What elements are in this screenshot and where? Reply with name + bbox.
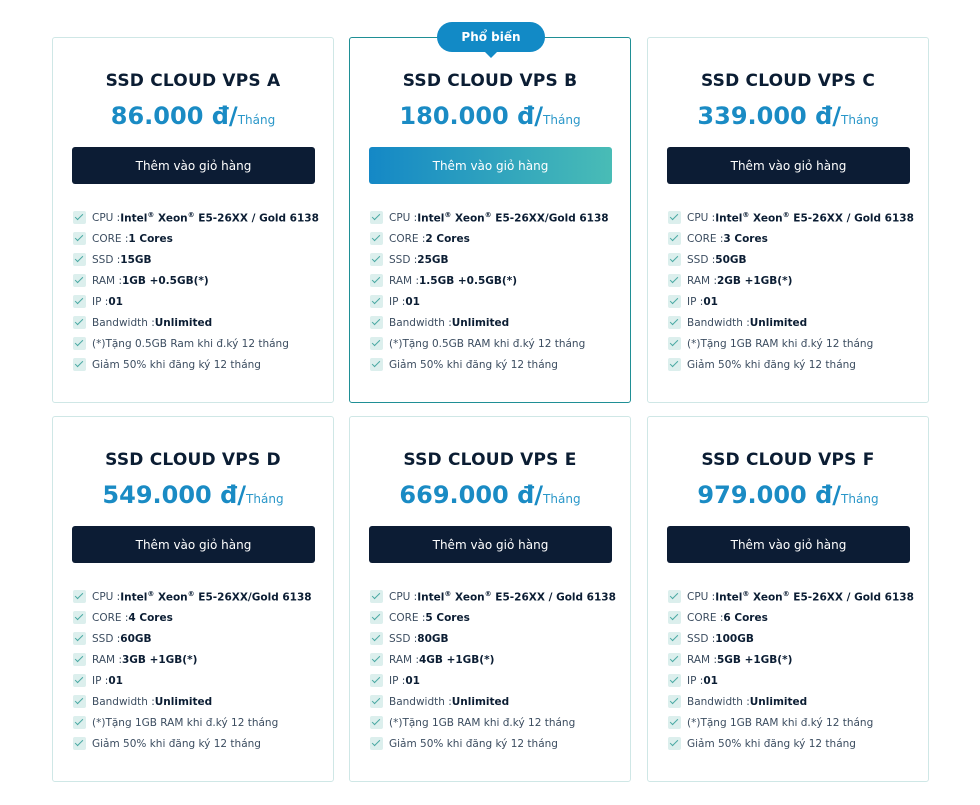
feature-label: RAM :	[92, 653, 122, 666]
check-icon	[370, 316, 383, 329]
check-icon	[370, 674, 383, 687]
check-icon	[73, 337, 86, 350]
feature-discount	[370, 354, 609, 375]
feature-text: Giảm 50% khi đăng ký 12 tháng	[92, 737, 261, 750]
feature-text: (*)Tặng 1GB RAM khi đ.ký 12 tháng	[389, 716, 576, 729]
feature-value: 4GB +1GB(*)	[419, 653, 495, 666]
feature-label: Bandwidth :	[92, 695, 155, 708]
feature-value: 2 Cores	[425, 232, 470, 245]
feature-cpu	[73, 586, 312, 607]
feature-label: SSD :	[687, 253, 716, 266]
feature-value: Intel® Xeon® E5-26XX / Gold 6138	[417, 589, 616, 604]
check-icon	[73, 737, 86, 750]
feature-text: (*)Tặng 1GB RAM khi đ.ký 12 tháng	[92, 716, 279, 729]
feature-bonus	[668, 333, 914, 354]
check-icon	[668, 737, 681, 750]
feature-core	[73, 607, 312, 628]
check-icon	[73, 358, 86, 371]
check-icon	[370, 611, 383, 624]
pricing-card-a	[52, 37, 334, 403]
check-icon	[370, 211, 383, 224]
feature-ip	[370, 670, 616, 691]
price-period: Tháng	[841, 492, 879, 506]
feature-core	[668, 607, 914, 628]
pricing-card-b	[349, 30, 631, 403]
price-period: Tháng	[237, 113, 276, 127]
feature-label: CPU :	[92, 211, 121, 224]
add-to-cart-button[interactable]: Thêm vào giỏ hàng	[72, 526, 315, 563]
feature-label: CORE :	[92, 232, 129, 245]
check-icon	[73, 695, 86, 708]
pricing-grid	[52, 30, 929, 782]
feature-ram	[370, 649, 616, 670]
feature-bandwidth	[73, 312, 319, 333]
feature-label: RAM :	[687, 274, 717, 287]
price-period: Tháng	[841, 113, 879, 127]
feature-discount	[73, 354, 319, 375]
feature-label: Bandwidth :	[687, 316, 750, 329]
feature-value: 4 Cores	[128, 611, 173, 624]
feature-label: IP :	[92, 674, 109, 687]
feature-ram	[668, 649, 914, 670]
feature-label: Bandwidth :	[92, 316, 155, 329]
feature-label: SSD :	[92, 253, 121, 266]
plan-title: SSD CLOUD VPS F	[701, 450, 875, 470]
check-icon	[668, 611, 681, 624]
feature-label: Bandwidth :	[389, 316, 452, 329]
feature-ip	[668, 670, 914, 691]
feature-value: 50GB	[715, 253, 747, 266]
add-to-cart-button[interactable]: Thêm vào giỏ hàng	[369, 526, 612, 563]
feature-label: CPU :	[687, 590, 716, 603]
plan-price	[53, 102, 333, 130]
check-icon	[370, 632, 383, 645]
price-amount: 979.000 đ/	[697, 481, 842, 509]
feature-bandwidth	[73, 691, 312, 712]
feature-value: 01	[405, 295, 420, 308]
feature-bandwidth	[668, 312, 914, 333]
feature-cpu	[668, 586, 914, 607]
feature-value: Unlimited	[749, 695, 808, 708]
feature-core	[370, 607, 616, 628]
feature-bonus	[370, 712, 616, 733]
check-icon	[73, 274, 86, 287]
add-to-cart-button[interactable]: Thêm vào giỏ hàng	[369, 147, 612, 184]
feature-label: IP :	[389, 674, 406, 687]
check-icon	[370, 737, 383, 750]
feature-cpu	[668, 207, 914, 228]
feature-ram	[668, 270, 914, 291]
feature-value: 3GB +1GB(*)	[122, 653, 198, 666]
check-icon	[73, 316, 86, 329]
feature-text: Giảm 50% khi đăng ký 12 tháng	[687, 737, 856, 750]
check-icon	[73, 211, 86, 224]
feature-bonus	[73, 333, 319, 354]
check-icon	[370, 232, 383, 245]
feature-label: SSD :	[389, 632, 418, 645]
feature-value: 01	[703, 295, 718, 308]
add-to-cart-button[interactable]: Thêm vào giỏ hàng	[72, 147, 315, 184]
feature-label: IP :	[687, 674, 704, 687]
check-icon	[73, 295, 86, 308]
feature-value: 1.5GB +0.5GB(*)	[419, 274, 517, 287]
feature-text: Giảm 50% khi đăng ký 12 tháng	[92, 358, 261, 371]
pricing-card-f	[647, 416, 929, 782]
feature-label: IP :	[389, 295, 406, 308]
feature-list	[668, 207, 914, 375]
feature-value: 2GB +1GB(*)	[717, 274, 793, 287]
check-icon	[370, 295, 383, 308]
feature-value: Unlimited	[451, 316, 510, 329]
check-icon	[668, 632, 681, 645]
feature-text: (*)Tặng 0.5GB Ram khi đ.ký 12 tháng	[92, 337, 289, 350]
feature-text: (*)Tặng 0.5GB RAM khi đ.ký 12 tháng	[389, 337, 586, 350]
feature-ip	[73, 670, 312, 691]
feature-bonus	[668, 712, 914, 733]
feature-text: Giảm 50% khi đăng ký 12 tháng	[687, 358, 856, 371]
check-icon	[668, 274, 681, 287]
feature-value: Unlimited	[749, 316, 808, 329]
plan-title: SSD CLOUD VPS E	[403, 450, 577, 470]
feature-value: Unlimited	[154, 316, 213, 329]
plan-title: SSD CLOUD VPS A	[105, 71, 281, 91]
feature-ssd	[668, 249, 914, 270]
check-icon	[370, 653, 383, 666]
add-to-cart-button[interactable]: Thêm vào giỏ hàng	[667, 147, 910, 184]
check-icon	[668, 674, 681, 687]
feature-bandwidth	[370, 312, 609, 333]
check-icon	[668, 716, 681, 729]
price-amount: 86.000 đ/	[110, 102, 238, 130]
plan-price	[648, 102, 928, 130]
feature-list	[370, 586, 616, 754]
feature-ssd	[370, 628, 616, 649]
plan-price	[53, 481, 333, 509]
price-amount: 339.000 đ/	[697, 102, 842, 130]
feature-label: CPU :	[389, 590, 418, 603]
check-icon	[668, 695, 681, 708]
check-icon	[73, 653, 86, 666]
feature-value: Intel® Xeon® E5-26XX / Gold 6138	[715, 210, 914, 225]
plan-title: SSD CLOUD VPS D	[105, 450, 281, 470]
feature-ssd	[668, 628, 914, 649]
feature-label: RAM :	[687, 653, 717, 666]
feature-ram	[370, 270, 609, 291]
feature-label: CORE :	[687, 232, 724, 245]
check-icon	[73, 232, 86, 245]
feature-list	[668, 586, 914, 754]
feature-value: Unlimited	[451, 695, 510, 708]
feature-ssd	[370, 249, 609, 270]
feature-value: 60GB	[120, 632, 152, 645]
check-icon	[370, 274, 383, 287]
check-icon	[668, 295, 681, 308]
feature-value: Intel® Xeon® E5-26XX/Gold 6138	[120, 589, 312, 604]
feature-discount	[668, 733, 914, 754]
feature-ssd	[73, 249, 319, 270]
check-icon	[73, 632, 86, 645]
feature-value: 25GB	[417, 253, 449, 266]
check-icon	[370, 253, 383, 266]
feature-value: 80GB	[417, 632, 449, 645]
feature-label: SSD :	[92, 632, 121, 645]
feature-cpu	[370, 207, 609, 228]
feature-value: 1 Cores	[128, 232, 173, 245]
feature-text: (*)Tặng 1GB RAM khi đ.ký 12 tháng	[687, 337, 874, 350]
check-icon	[668, 253, 681, 266]
feature-text: Giảm 50% khi đăng ký 12 tháng	[389, 358, 558, 371]
price-period: Tháng	[246, 492, 284, 506]
feature-value: Intel® Xeon® E5-26XX / Gold 6138	[120, 210, 319, 225]
check-icon	[668, 653, 681, 666]
feature-value: 5GB +1GB(*)	[717, 653, 793, 666]
feature-label: CPU :	[389, 211, 418, 224]
check-icon	[668, 337, 681, 350]
price-period: Tháng	[543, 113, 581, 127]
feature-label: CPU :	[687, 211, 716, 224]
popular-badge: Phổ biến	[437, 22, 545, 52]
feature-discount	[668, 354, 914, 375]
price-amount: 549.000 đ/	[102, 481, 247, 509]
feature-value: Intel® Xeon® E5-26XX / Gold 6138	[715, 589, 914, 604]
feature-ip	[73, 291, 319, 312]
feature-value: 01	[405, 674, 420, 687]
feature-list	[370, 207, 609, 375]
feature-text: (*)Tặng 1GB RAM khi đ.ký 12 tháng	[687, 716, 874, 729]
feature-text: Giảm 50% khi đăng ký 12 tháng	[389, 737, 558, 750]
pricing-card-d	[52, 416, 334, 782]
price-amount: 669.000 đ/	[399, 481, 544, 509]
feature-cpu	[370, 586, 616, 607]
feature-value: 01	[703, 674, 718, 687]
feature-bandwidth	[668, 691, 914, 712]
check-icon	[73, 590, 86, 603]
plan-title: SSD CLOUD VPS C	[701, 71, 875, 91]
feature-value: 15GB	[120, 253, 152, 266]
feature-label: SSD :	[389, 253, 418, 266]
feature-label: IP :	[92, 295, 109, 308]
feature-core	[370, 228, 609, 249]
check-icon	[73, 716, 86, 729]
feature-core	[668, 228, 914, 249]
add-to-cart-button[interactable]: Thêm vào giỏ hàng	[667, 526, 910, 563]
feature-label: CORE :	[389, 611, 426, 624]
check-icon	[668, 590, 681, 603]
feature-value: Unlimited	[154, 695, 213, 708]
feature-list	[73, 207, 319, 375]
check-icon	[370, 337, 383, 350]
feature-value: 5 Cores	[425, 611, 470, 624]
plan-price	[350, 102, 630, 130]
feature-ip	[370, 291, 609, 312]
check-icon	[668, 232, 681, 245]
feature-label: CORE :	[687, 611, 724, 624]
pricing-card-e	[349, 416, 631, 782]
feature-label: RAM :	[92, 274, 122, 287]
feature-label: CORE :	[389, 232, 426, 245]
feature-value: 01	[108, 674, 123, 687]
feature-bonus	[370, 333, 609, 354]
feature-list	[73, 586, 312, 754]
check-icon	[73, 253, 86, 266]
feature-ssd	[73, 628, 312, 649]
feature-label: RAM :	[389, 274, 419, 287]
feature-value: 100GB	[715, 632, 754, 645]
plan-price	[648, 481, 928, 509]
feature-bonus	[73, 712, 312, 733]
feature-discount	[370, 733, 616, 754]
check-icon	[668, 211, 681, 224]
check-icon	[370, 695, 383, 708]
check-icon	[73, 611, 86, 624]
feature-ip	[668, 291, 914, 312]
feature-bandwidth	[370, 691, 616, 712]
check-icon	[370, 358, 383, 371]
check-icon	[668, 358, 681, 371]
pricing-card-c	[647, 37, 929, 403]
feature-label: IP :	[687, 295, 704, 308]
feature-label: CORE :	[92, 611, 129, 624]
check-icon	[370, 716, 383, 729]
check-icon	[370, 590, 383, 603]
feature-value: 6 Cores	[723, 611, 768, 624]
plan-title: SSD CLOUD VPS B	[402, 71, 578, 91]
feature-label: SSD :	[687, 632, 716, 645]
feature-ram	[73, 649, 312, 670]
feature-ram	[73, 270, 319, 291]
feature-cpu	[73, 207, 319, 228]
price-amount: 180.000 đ/	[399, 102, 544, 130]
feature-value: 1GB +0.5GB(*)	[122, 274, 209, 287]
feature-core	[73, 228, 319, 249]
feature-label: CPU :	[92, 590, 121, 603]
check-icon	[73, 674, 86, 687]
feature-value: 01	[108, 295, 123, 308]
price-period: Tháng	[543, 492, 581, 506]
feature-value: Intel® Xeon® E5-26XX/Gold 6138	[417, 210, 609, 225]
feature-label: Bandwidth :	[389, 695, 452, 708]
feature-value: 3 Cores	[723, 232, 768, 245]
check-icon	[668, 316, 681, 329]
feature-label: RAM :	[389, 653, 419, 666]
feature-label: Bandwidth :	[687, 695, 750, 708]
feature-discount	[73, 733, 312, 754]
plan-price	[350, 481, 630, 509]
